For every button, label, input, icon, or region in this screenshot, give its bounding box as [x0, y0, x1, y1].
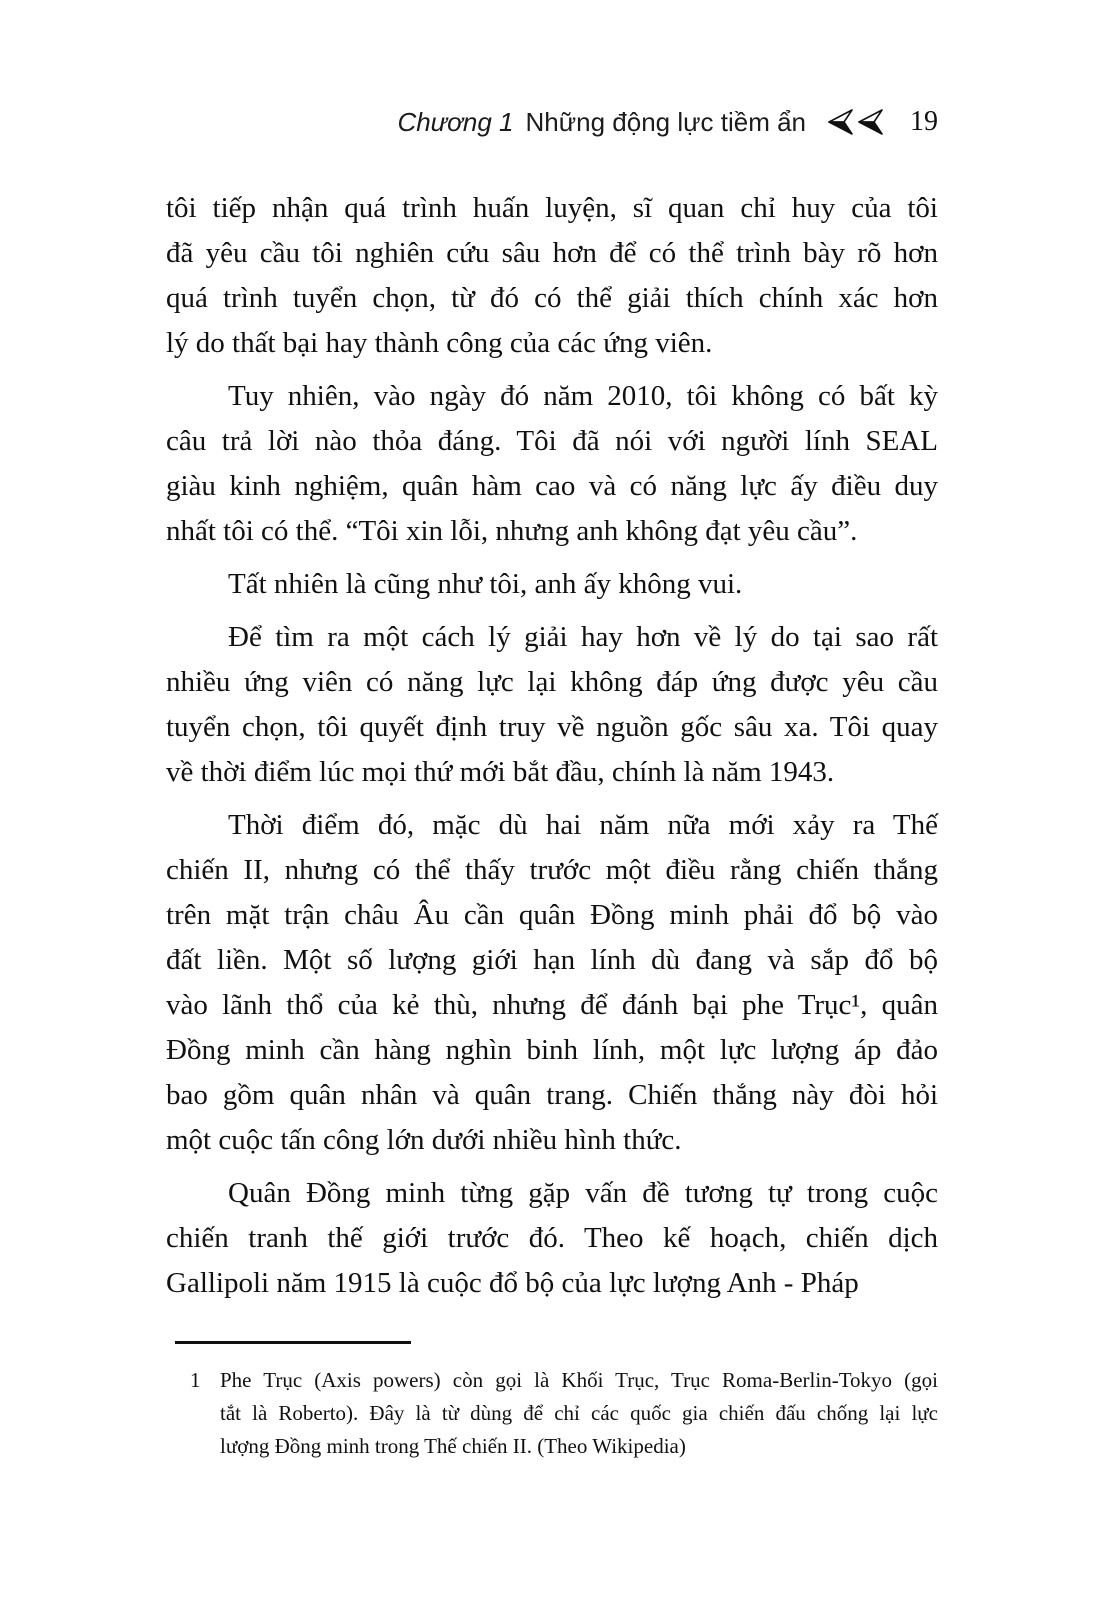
text-line: vào lãnh thổ của kẻ thù, nhưng để đánh bại phe Trục¹, quân: [166, 989, 938, 1021]
text-line: câu trả lời nào thỏa đáng. Tôi đã nói với người lính SEAL: [166, 425, 938, 457]
double-left-arrow-icon: [828, 109, 886, 135]
paragraph: [166, 1171, 938, 1306]
text-line: giàu kinh nghiệm, quân hàm cao và có năng lực ấy điều duy: [166, 470, 938, 502]
text-line: nhất tôi có thể. “Tôi xin lỗi, nhưng anh không đạt yêu cầu”.: [166, 515, 858, 547]
text-line: Gallipoli năm 1915 là cuộc đổ bộ của lực lượng Anh - Pháp: [166, 1267, 859, 1299]
text-line: lý do thất bại hay thành công của các ứng viên.: [166, 327, 713, 359]
paragraph: [166, 803, 938, 1163]
page-number: 19: [910, 106, 938, 137]
text-line: Tuy nhiên, vào ngày đó năm 2010, tôi không có bất kỳ: [228, 380, 938, 412]
body-text: [166, 186, 938, 1306]
text-line: bao gồm quân nhân và quân trang. Chiến thắng này đòi hỏi: [166, 1079, 938, 1111]
paragraph: [166, 615, 938, 795]
running-header: [166, 106, 938, 138]
text-line: lượng Đồng minh trong Thế chiến II. (Theo Wikipedia): [220, 1434, 686, 1458]
text-line: về thời điểm lúc mọi thứ mới bắt đầu, chính là năm 1943.: [166, 756, 835, 788]
text-line: Phe Trục (Axis powers) còn gọi là Khối Trục, Trục Roma-Berlin-Tokyo (gọi: [220, 1368, 938, 1392]
text-line: Tất nhiên là cũng như tôi, anh ấy không vui.: [228, 568, 743, 600]
paragraph: [166, 186, 938, 366]
text-line: chiến II, nhưng có thể thấy trước một điều rằng chiến thắng: [166, 854, 938, 886]
footnote-divider: [175, 1341, 411, 1344]
text-line: đã yêu cầu tôi nghiên cứu sâu hơn để có thể trình bày rõ hơn: [166, 237, 938, 269]
footnote: [190, 1364, 938, 1463]
text-line: tôi tiếp nhận quá trình huấn luyện, sĩ quan chỉ huy của tôi: [166, 192, 938, 224]
paragraph: [166, 562, 938, 607]
text-line: chiến tranh thế giới trước đó. Theo kế hoạch, chiến dịch: [166, 1222, 938, 1254]
text-line: tắt là Roberto). Đây là từ dùng để chỉ các quốc gia chiến đấu chống lại lực: [220, 1401, 938, 1425]
text-line: Thời điểm đó, mặc dù hai năm nữa mới xảy ra Thế: [228, 809, 938, 841]
paragraph: [166, 374, 938, 554]
text-line: Đồng minh cần hàng nghìn binh lính, một lực lượng áp đảo: [166, 1034, 938, 1066]
text-line: trên mặt trận châu Âu cần quân Đồng minh phải đổ bộ vào: [166, 899, 938, 931]
footnote-marker: 1: [190, 1368, 201, 1392]
text-line: quá trình tuyển chọn, từ đó có thể giải thích chính xác hơn: [166, 282, 938, 314]
text-line: nhiều ứng viên có năng lực lại không đáp ứng được yêu cầu: [166, 666, 938, 698]
text-line: một cuộc tấn công lớn dưới nhiều hình thức.: [166, 1124, 682, 1156]
text-line: Để tìm ra một cách lý giải hay hơn về lý do tại sao rất: [228, 621, 938, 653]
text-line: đất liền. Một số lượng giới hạn lính dù đang và sắp đổ bộ: [166, 944, 938, 976]
chapter-title: Những động lực tiềm ẩn: [525, 106, 806, 137]
text-line: tuyển chọn, tôi quyết định truy về nguồn gốc sâu xa. Tôi quay: [166, 711, 938, 743]
chapter-label: Chương 1: [397, 106, 514, 137]
text-line: Quân Đồng minh từng gặp vấn đề tương tự trong cuộc: [228, 1177, 938, 1209]
footnote-text: [220, 1364, 938, 1463]
